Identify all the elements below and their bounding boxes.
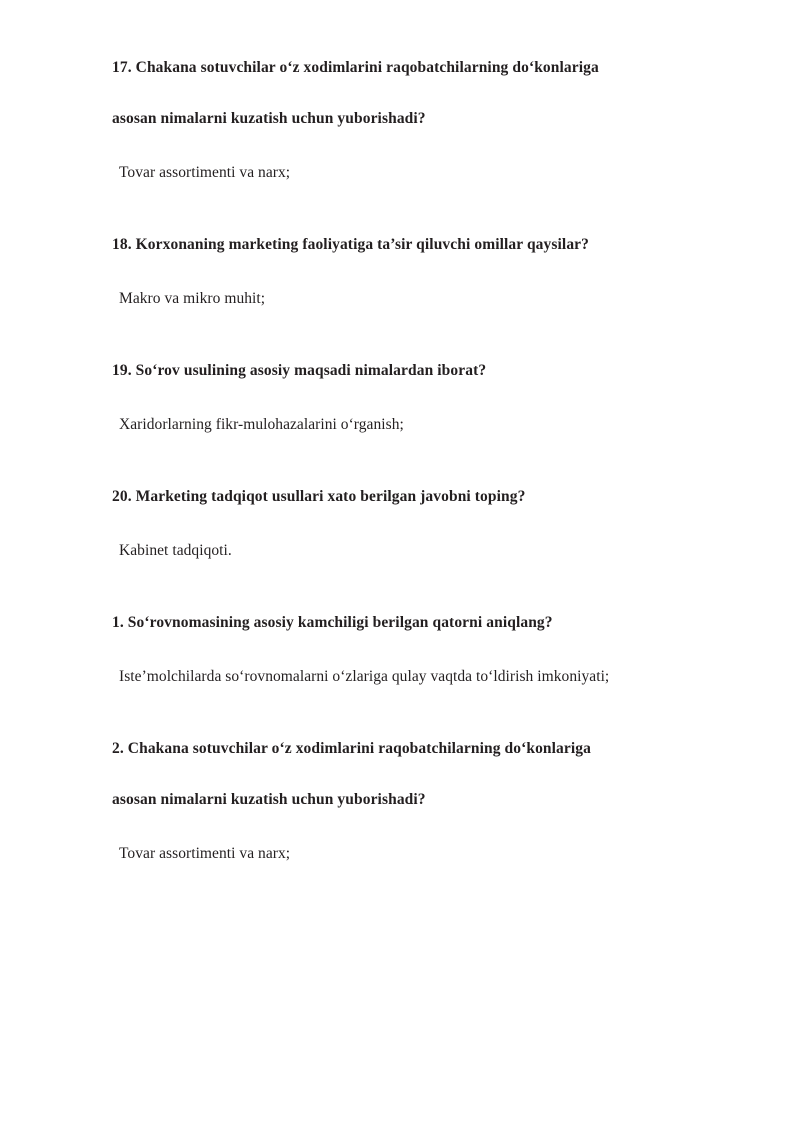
answer-text: Kabinet tadqiqoti.: [119, 542, 232, 560]
document-body: [112, 56, 744, 866]
question-text: 17. Chakana sotuvchilar o‘z xodimlarini raqobatchilarning do‘konlariga: [112, 59, 599, 76]
answer-text: Tovar assortimenti va narx;: [119, 845, 291, 863]
qa-block-20: [112, 485, 744, 563]
qa-block-19: [112, 359, 744, 437]
question-text: 1. So‘rovnomasining asosiy kamchiligi berilgan qatorni aniqlang?: [112, 614, 553, 632]
question-text-line2: asosan nimalarni kuzatish uchun yuborishadi?: [112, 791, 426, 809]
question-text: 2. Chakana sotuvchilar o‘z xodimlarini raqobatchilarning do‘konlariga: [112, 740, 591, 758]
qa-block-18: [112, 233, 744, 311]
question-text: 19. So‘rov usulining asosiy maqsadi nimalardan iborat?: [112, 362, 487, 380]
question-text: 20. Marketing tadqiqot usullari xato berilgan javobni toping?: [112, 488, 526, 506]
answer-text: Tovar assortimenti va narx;: [119, 164, 291, 182]
question-text: 18. Korxonaning marketing faoliyatiga ta’sir qiluvchi omillar qaysilar?: [112, 236, 589, 254]
qa-block-17: [112, 56, 744, 185]
question-text-line2: asosan nimalarni kuzatish uchun yuborishadi?: [112, 110, 426, 128]
answer-text: Iste’molchilarda so‘rovnomalarni o‘zlariga qulay vaqtda to‘ldirish imkoniyati;: [119, 668, 610, 686]
qa-block-2: [112, 737, 744, 866]
answer-text: Xaridorlarning fikr-mulohazalarini o‘rganish;: [119, 416, 404, 434]
qa-block-1: [112, 611, 744, 689]
answer-text: Makro va mikro muhit;: [119, 290, 266, 308]
